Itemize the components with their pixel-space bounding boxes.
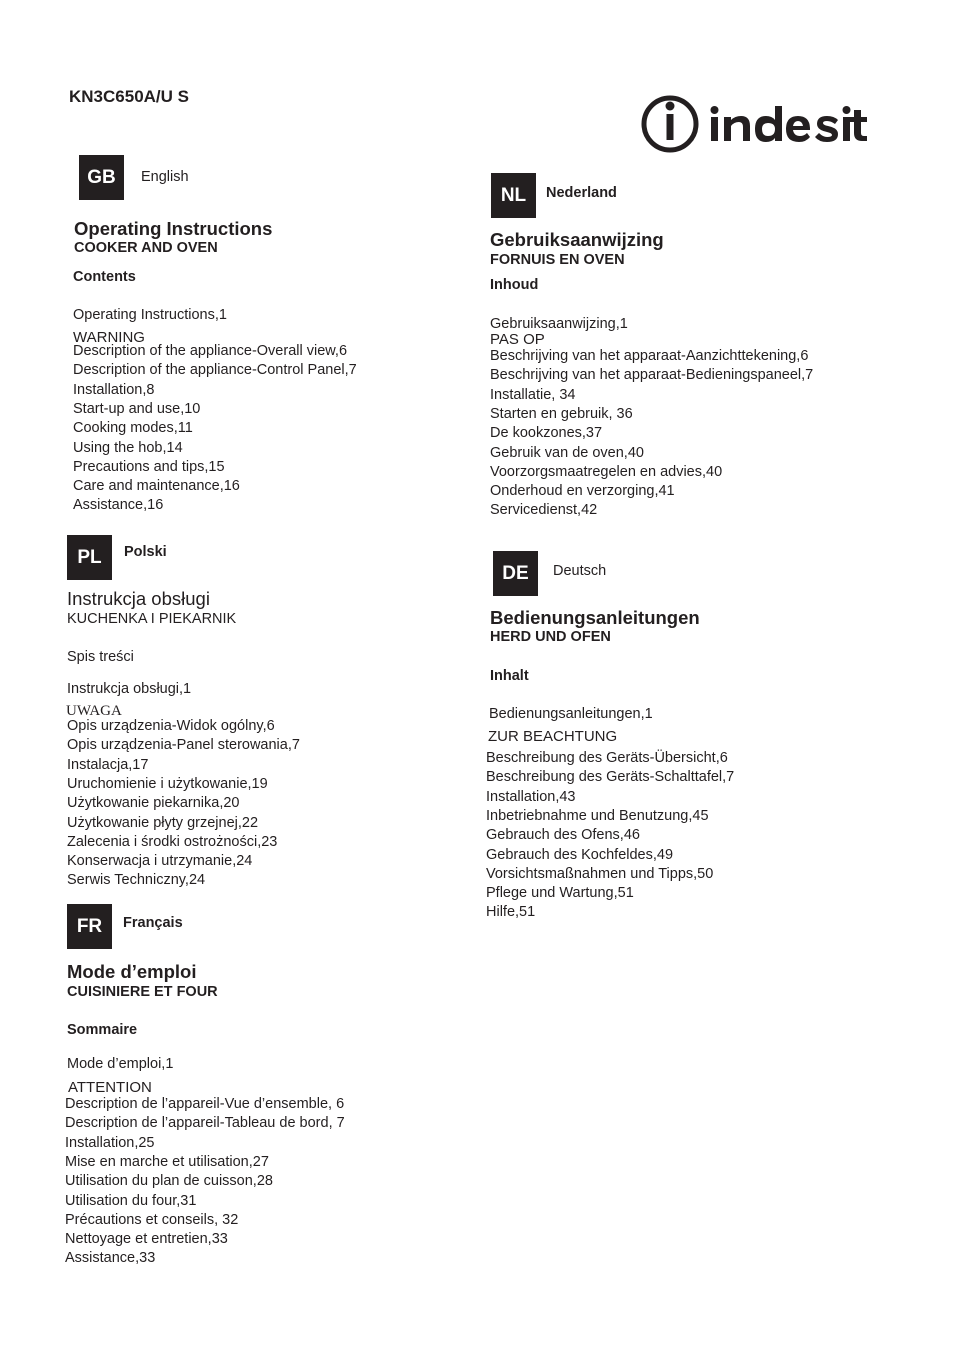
toc-item: Użytkowanie płyty grzejnej,22 xyxy=(67,814,259,831)
toc-item: Utilisation du plan de cuisson,28 xyxy=(65,1173,273,1190)
badge-de: DE xyxy=(493,551,538,596)
toc-item: Beschrijving van het apparaat-Bedieningspaneel,7 xyxy=(490,367,814,384)
toc-item: Nettoyage et entretien,33 xyxy=(65,1231,228,1248)
toc-item: Konserwacja i utrzymanie,24 xyxy=(67,853,253,870)
badge-fr: FR xyxy=(67,904,112,949)
warning-de: ZUR BEACHTUNG xyxy=(488,728,618,745)
contents-label-fr: Sommaire xyxy=(67,1022,138,1038)
model-number: KN3C650A/U S xyxy=(69,87,189,106)
language-fr: Français xyxy=(123,915,183,931)
toc-first-gb: Operating Instructions,1 xyxy=(73,307,227,323)
toc-item: Gebrauch des Ofens,46 xyxy=(486,827,640,844)
subtitle-nl: FORNUIS EN OVEN xyxy=(490,252,625,268)
warning-pl: UWAGA xyxy=(66,703,122,719)
toc-item: Beschreibung des Geräts-Schalttafel,7 xyxy=(486,769,735,786)
toc-item: Precautions and tips,15 xyxy=(73,458,225,475)
toc-item: Pflege und Wartung,51 xyxy=(486,885,634,902)
toc-item: Hilfe,51 xyxy=(486,904,536,921)
toc-item: Installation,8 xyxy=(73,381,155,398)
toc-item: Użytkowanie piekarnika,20 xyxy=(67,795,240,812)
toc-item: Beschrijving van het apparaat-Aanzichttekening,6 xyxy=(490,348,809,364)
toc-item: Zalecenia i środki ostrożności,23 xyxy=(67,833,278,850)
subtitle-pl: KUCHENKA I PIEKARNIK xyxy=(67,611,237,627)
toc-item: Uruchomienie i użytkowanie,19 xyxy=(67,775,268,792)
contents-label-de: Inhalt xyxy=(490,668,529,684)
badge-gb: GB xyxy=(79,155,124,200)
toc-first-pl: Instrukcja obsługi,1 xyxy=(67,681,192,697)
toc-item: Beschreibung des Geräts-Übersicht,6 xyxy=(486,750,728,766)
toc-item: Servicedienst,42 xyxy=(490,502,598,519)
warning-nl: PAS OP xyxy=(490,331,545,348)
toc-item: Installatie, 34 xyxy=(490,386,576,403)
title-nl: Gebruiksaanwijzing xyxy=(490,229,664,250)
toc-first-de: Bedienungsanleitungen,1 xyxy=(489,706,653,722)
toc-item: Description of the appliance-Overall view,6 xyxy=(73,343,348,359)
title-fr: Mode d’emploi xyxy=(67,961,197,982)
contents-label-gb: Contents xyxy=(73,269,136,285)
title-pl: Instrukcja obsługi xyxy=(67,588,210,609)
language-gb: English xyxy=(141,169,189,185)
toc-item: Starten en gebruik, 36 xyxy=(490,405,633,422)
toc-item: Assistance,16 xyxy=(73,497,164,514)
subtitle-gb: COOKER AND OVEN xyxy=(74,240,218,256)
toc-item: Précautions et conseils, 32 xyxy=(65,1211,239,1228)
toc-item: Utilisation du four,31 xyxy=(65,1192,197,1209)
toc-item: Care and maintenance,16 xyxy=(73,478,240,495)
toc-first-nl: Gebruiksaanwijzing,1 xyxy=(490,316,628,332)
toc-item: Using the hob,14 xyxy=(73,439,183,456)
toc-item: Description de l’appareil-Vue d’ensemble, 6 xyxy=(65,1096,345,1112)
title-de: Bedienungsanleitungen xyxy=(490,607,700,628)
indesit-logo xyxy=(640,92,870,156)
toc-item: Onderhoud en verzorging,41 xyxy=(490,483,675,500)
toc-item: Cooking modes,11 xyxy=(73,420,193,437)
badge-nl: NL xyxy=(491,173,536,218)
toc-item: Vorsichtsmaßnahmen und Tipps,50 xyxy=(486,865,714,882)
badge-pl: PL xyxy=(67,535,112,580)
toc-item: Opis urządzenia-Widok ogólny,6 xyxy=(67,718,275,734)
subtitle-fr: CUISINIERE ET FOUR xyxy=(67,984,218,1000)
toc-item: Description of the appliance-Control Panel,7 xyxy=(73,362,357,379)
toc-item: Mise en marche et utilisation,27 xyxy=(65,1153,269,1170)
language-de: Deutsch xyxy=(553,563,607,579)
toc-item: Installation,43 xyxy=(486,788,576,805)
toc-item: Description de l’appareil-Tableau de bord, 7 xyxy=(65,1115,345,1132)
language-nl: Nederland xyxy=(546,185,617,201)
toc-item: Opis urządzenia-Panel sterowania,7 xyxy=(67,737,300,754)
toc-item: Instalacja,17 xyxy=(67,756,149,773)
warning-fr: ATTENTION xyxy=(68,1079,152,1096)
indesit-logo-graphic xyxy=(640,92,870,156)
toc-item: De kookzones,37 xyxy=(490,425,603,442)
toc-first-fr: Mode d’emploi,1 xyxy=(67,1056,174,1072)
toc-item: Gebrauch des Kochfeldes,49 xyxy=(486,846,674,863)
toc-item: Start-up and use,10 xyxy=(73,400,201,417)
title-gb: Operating Instructions xyxy=(74,218,273,239)
warning-gb: WARNING xyxy=(73,329,145,346)
toc-item: Inbetriebnahme und Benutzung,45 xyxy=(486,807,709,824)
toc-item: Installation,25 xyxy=(65,1134,155,1151)
language-pl: Polski xyxy=(124,544,167,560)
toc-item: Assistance,33 xyxy=(65,1250,156,1267)
toc-item: Serwis Techniczny,24 xyxy=(67,872,206,889)
subtitle-de: HERD UND OFEN xyxy=(490,629,611,645)
toc-item: Gebruik van de oven,40 xyxy=(490,444,644,461)
contents-label-pl: Spis treści xyxy=(67,649,134,665)
contents-label-nl: Inhoud xyxy=(490,277,539,293)
toc-item: Voorzorgsmaatregelen en advies,40 xyxy=(490,463,723,480)
